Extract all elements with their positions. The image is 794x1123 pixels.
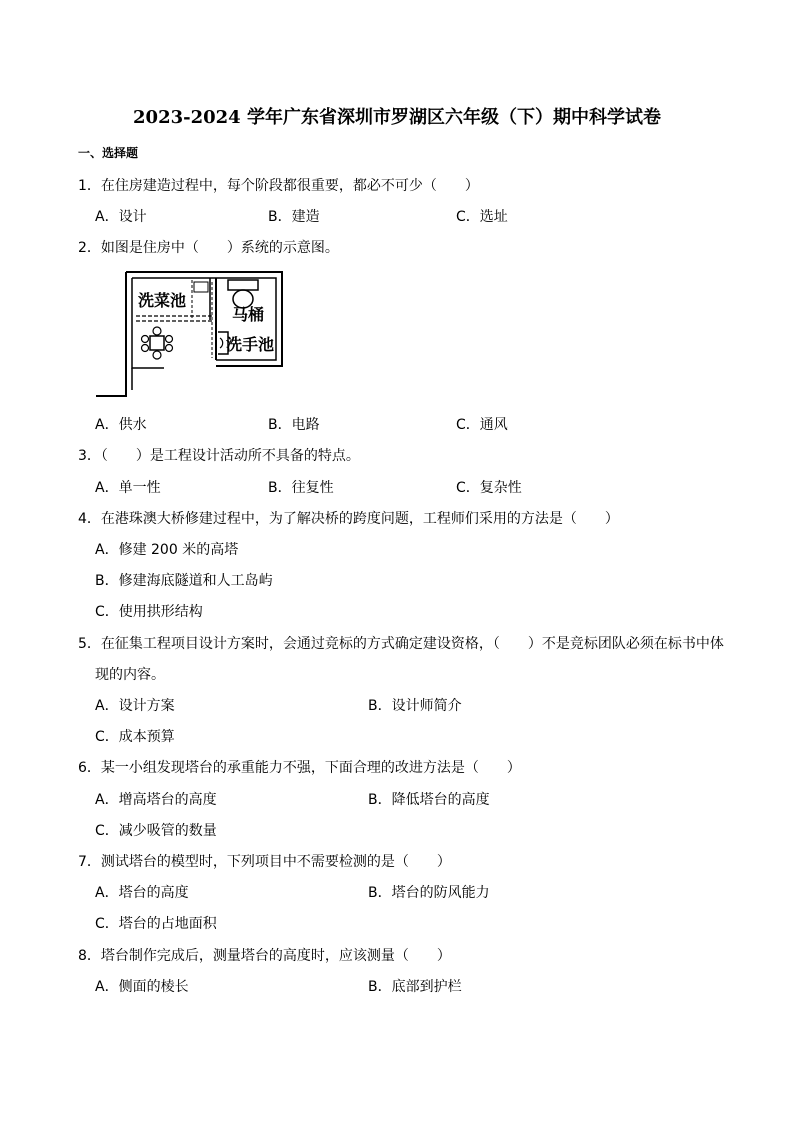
section-heading: 一、选择题 <box>78 146 139 160</box>
question-3-option-b: B．往复性 <box>268 480 334 496</box>
question-6-option-c: C．减少吸管的数量 <box>95 823 217 839</box>
question-2-option-a: A．供水 <box>95 417 147 433</box>
question-5-option-c: C．成本预算 <box>95 729 175 745</box>
question-1-option-b: B．建造 <box>268 209 320 225</box>
page-title: 2023-2024 学年广东省深圳市罗湖区六年级（下）期中科学试卷 <box>133 107 661 128</box>
question-5-stem: 5．在征集工程项目设计方案时，会通过竞标的方式确定建设资格，（ ）不是竞标团队必须在标书中体 <box>78 636 724 652</box>
figure-label-toilet: 马桶 <box>232 305 265 324</box>
question-7-option-b: B．塔台的防风能力 <box>368 885 490 901</box>
figure-label-washbasin: 洗手池 <box>226 335 275 354</box>
question-6-option-b: B．降低塔台的高度 <box>368 792 490 808</box>
question-5-option-a: A．设计方案 <box>95 698 175 714</box>
figure-label-sink: 洗菜池 <box>138 291 187 310</box>
question-4-stem: 4．在港珠澳大桥修建过程中，为了解决桥的跨度问题，工程师们采用的方法是（ ） <box>78 511 619 527</box>
question-8-option-a: A．侧面的棱长 <box>95 979 189 995</box>
question-2-option-b: B．电路 <box>268 417 320 433</box>
question-3-stem: 3．（ ）是工程设计活动所不具备的特点。 <box>78 448 360 464</box>
question-7-option-a: A．塔台的高度 <box>95 885 189 901</box>
question-1-option-a: A．设计 <box>95 209 147 225</box>
question-1-option-c: C．选址 <box>456 209 508 225</box>
question-1-stem: 1．在住房建造过程中，每个阶段都很重要，都必不可少（ ） <box>78 178 479 194</box>
question-7-option-c: C．塔台的占地面积 <box>95 916 217 932</box>
question-6-option-a: A．增高塔台的高度 <box>95 792 217 808</box>
question-3-option-a: A．单一性 <box>95 480 161 496</box>
question-4-option-a: A．修建 200 米的高塔 <box>95 542 239 558</box>
question-5-option-b: B．设计师简介 <box>368 698 462 714</box>
question-4-option-c: C．使用拱形结构 <box>95 604 203 620</box>
question-4-option-b: B．修建海底隧道和人工岛屿 <box>95 573 273 589</box>
floor-plan-figure <box>96 268 288 402</box>
question-5-stem-continued: 现的内容。 <box>95 667 165 683</box>
question-8-stem: 8．塔台制作完成后，测量塔台的高度时，应该测量（ ） <box>78 948 451 964</box>
question-3-option-c: C．复杂性 <box>456 480 522 496</box>
question-2-option-c: C．通风 <box>456 417 508 433</box>
question-8-option-b: B．底部到护栏 <box>368 979 462 995</box>
question-6-stem: 6．某一小组发现塔台的承重能力不强，下面合理的改进方法是（ ） <box>78 760 521 776</box>
question-2-stem: 2．如图是住房中（ ）系统的示意图。 <box>78 240 339 256</box>
question-7-stem: 7．测试塔台的模型时，下列项目中不需要检测的是（ ） <box>78 854 451 870</box>
